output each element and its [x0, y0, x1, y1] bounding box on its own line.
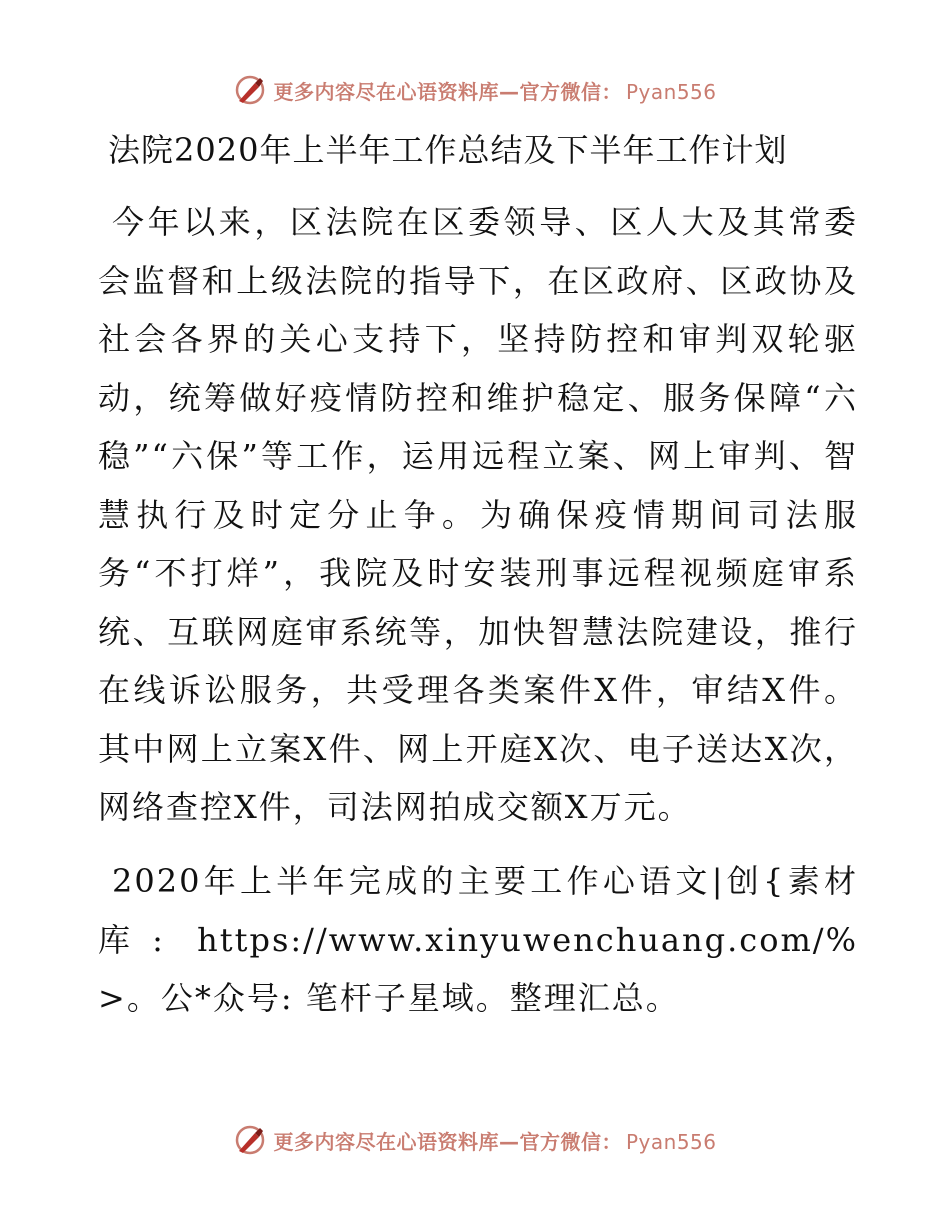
header-banner	[0, 70, 950, 110]
body-paragraph-1: 今年以来，区法院在区委领导、区人大及其常委会监督和上级法院的指导下，在区政府、区政协及社会各界的关心支持下，坚持防控和审判双轮驱动，统筹做好疫情防控和维护稳定、服务保障“六稳”“六保”等工作，运用远程立案、网上审判、智慧执行及时定分止争。为确保疫情期间司法服务“不打烊”，我院及时安装刑事远程视频庭审系统、互联网庭审系统等，加快智慧法院建设，推行在线诉讼服务，共受理各类案件X件，审结X件。其中网上立案X件、网上开庭X次、电子送达X次，网络查控X件，司法网拍成交额X万元。	[98, 203, 858, 826]
wechat-id: Pyan556	[625, 1129, 717, 1154]
banner-slogan: 更多内容尽在心语资料库—官方微信：	[273, 79, 622, 104]
pen-logo-icon	[233, 1123, 267, 1157]
pen-logo-icon	[233, 73, 267, 107]
banner-text	[273, 1126, 716, 1155]
banner-slogan: 更多内容尽在心语资料库—官方微信：	[273, 1129, 622, 1154]
banner-text	[273, 76, 716, 105]
body-paragraph-2: 2020年上半年完成的主要工作心语文|创{素材库: https://www.xinyuwenchuang.com/%>。公*众号: 笔杆子星域。整理汇总。	[98, 862, 858, 1017]
footer-banner	[0, 1120, 950, 1160]
wechat-id: Pyan556	[625, 79, 717, 104]
document-title: 法院2020年上半年工作总结及下半年工作计划	[108, 131, 788, 169]
